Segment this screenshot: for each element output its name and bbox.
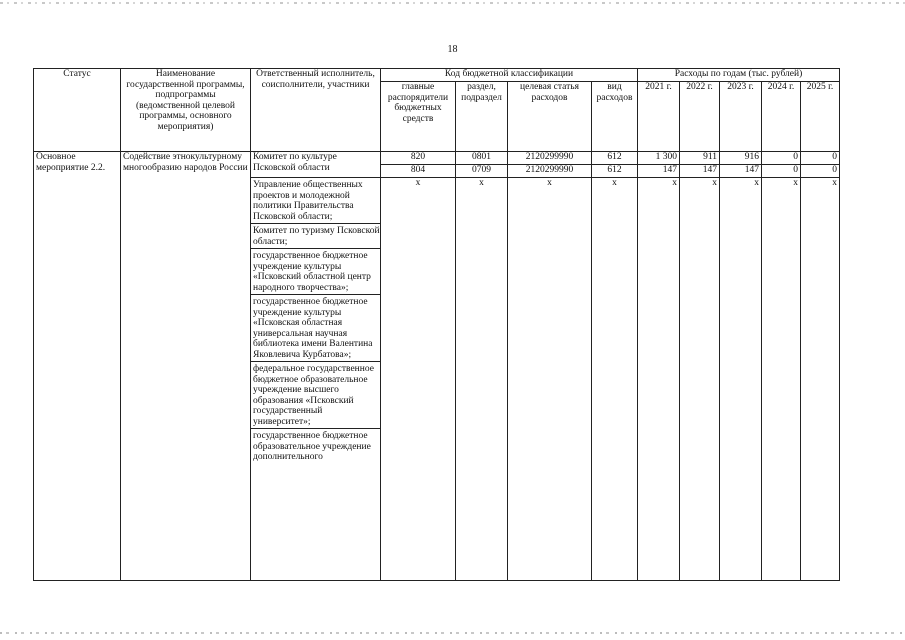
header-row-1	[34, 69, 840, 82]
cell-2021: 147	[638, 165, 680, 178]
participant-item: Управление общественных проектов и молодежной политики Правительства Псковской области;	[253, 180, 363, 222]
header-executor: Ответственный исполнитель, соисполнители, участники	[251, 69, 381, 152]
cell-2024: 0	[762, 165, 801, 178]
participant-item: Комитет по туризму Псковской области;	[251, 223, 380, 248]
header-status: Статус	[34, 69, 121, 152]
table-row	[34, 152, 840, 165]
cell-2024: x	[762, 178, 801, 581]
cell-expense-type: x	[592, 178, 638, 581]
participants-cell	[251, 178, 381, 581]
cell-2022: 147	[680, 165, 720, 178]
participant-item: федеральное государственное бюджетное образовательное учреждение высшего образования «Псковский государственный университет»;	[251, 361, 380, 428]
header-year-2021: 2021 г.	[638, 82, 680, 152]
cell-grbs: 820	[381, 152, 456, 165]
cell-grbs: 804	[381, 165, 456, 178]
cell-section: 0801	[456, 152, 508, 165]
row-name: Содействие этнокультурному многообразию народов России	[121, 152, 251, 581]
page-number: 18	[447, 44, 458, 55]
header-budget-code: Код бюджетной классификации	[381, 69, 638, 82]
budget-table	[33, 68, 840, 581]
cell-grbs: x	[381, 178, 456, 581]
header-grbs: главные распорядители бюджетных средств	[381, 82, 456, 152]
cell-2021: x	[638, 178, 680, 581]
cell-2021: 1 300	[638, 152, 680, 165]
cell-2023: x	[720, 178, 762, 581]
header-year-2022: 2022 г.	[680, 82, 720, 152]
cell-2024: 0	[762, 152, 801, 165]
cell-expense-type: 612	[592, 152, 638, 165]
cell-2025: 0	[801, 152, 840, 165]
header-expense-type: вид расходов	[592, 82, 638, 152]
cell-target: 2120299990	[508, 152, 592, 165]
header-year-2023: 2023 г.	[720, 82, 762, 152]
cell-target: x	[508, 178, 592, 581]
cell-expense-type: 612	[592, 165, 638, 178]
header-target: целевая статья расходов	[508, 82, 592, 152]
cell-2025: 0	[801, 165, 840, 178]
cell-2023: 916	[720, 152, 762, 165]
row-executor: Комитет по культуре Псковской области	[251, 152, 381, 178]
row-status: Основное мероприятие 2.2.	[34, 152, 121, 581]
header-name: Наименование государственной программы, подпрограммы (ведомственной целевой программы, основного мероприятия)	[121, 69, 251, 152]
participant-item: государственное бюджетное учреждение культуры «Псковский областной центр народного творчества»;	[251, 248, 380, 294]
cell-section: x	[456, 178, 508, 581]
participant-item: государственное бюджетное образовательное учреждение дополнительного	[251, 428, 380, 464]
scan-artifact-top	[0, 2, 905, 4]
cell-2022: x	[680, 178, 720, 581]
participant-item: государственное бюджетное учреждение культуры «Псковская областная универсальная научная библиотека имени Валентина Яковлевича Курбатова»;	[251, 294, 380, 361]
cell-target: 2120299990	[508, 165, 592, 178]
header-expenses: Расходы по годам (тыс. рублей)	[638, 69, 840, 82]
header-year-2025: 2025 г.	[801, 82, 840, 152]
scan-artifact-bottom	[0, 632, 905, 634]
header-section: раздел, подраздел	[456, 82, 508, 152]
cell-2022: 911	[680, 152, 720, 165]
cell-2023: 147	[720, 165, 762, 178]
cell-2025: x	[801, 178, 840, 581]
cell-section: 0709	[456, 165, 508, 178]
header-year-2024: 2024 г.	[762, 82, 801, 152]
